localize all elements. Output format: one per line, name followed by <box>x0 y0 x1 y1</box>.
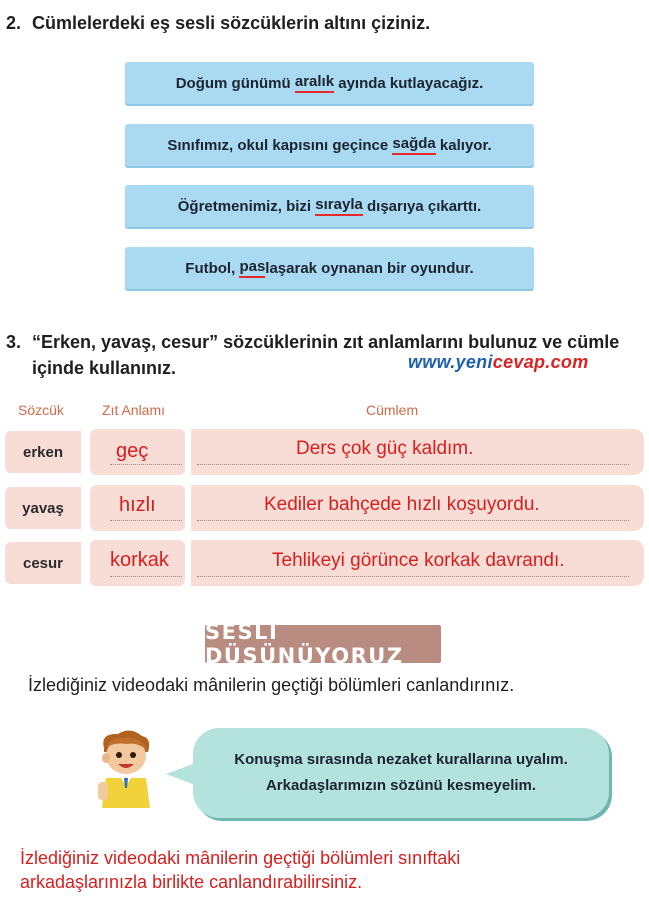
watermark-part: www.yeni <box>408 352 493 372</box>
instruction-text: İzlediğiniz videodaki mânilerin geçtiği bölümleri canlandırınız. <box>28 675 515 695</box>
antonym-answer: hızlı <box>119 494 156 516</box>
homonym-underlined: aralık <box>295 73 334 93</box>
question-line-1: “Erken, yavaş, cesur” sözcüklerinin zıt anlamlarını bulunuz ve cümle <box>32 332 620 352</box>
word-cell: cesur <box>5 542 81 584</box>
question-number: 2. <box>6 13 22 33</box>
question-2-title <box>6 12 430 34</box>
sentence-box-2 <box>125 124 534 166</box>
column-header-sentence: Cümlem <box>366 402 419 418</box>
sentence-text: Sınıfımız, okul kapısını geçince <box>167 136 393 154</box>
boy-illustration <box>90 728 160 808</box>
bubble-line-2: Arkadaşlarımızın sözünü kesmeyelim. <box>265 777 537 794</box>
answer-line <box>197 464 629 465</box>
sentence-box-4 <box>125 247 534 289</box>
sentence-text: Öğretmenimiz, bizi <box>177 197 316 215</box>
word-cell: yavaş <box>5 487 81 529</box>
answer-line <box>110 464 182 465</box>
answer-line <box>197 520 629 521</box>
answer-line-2: arkadaşlarınızla birlikte canlandırabilirsiniz. <box>20 872 363 892</box>
answer-line <box>197 576 629 577</box>
section-banner: SESLİ DÜŞÜNÜYORUZ <box>205 625 441 663</box>
antonym-answer: korkak <box>110 549 169 571</box>
column-header-antonym: Zıt Anlamı <box>102 402 166 418</box>
question-line-2: içinde kullanınız. <box>32 358 177 378</box>
bubble-line-1: Konuşma sırasında nezaket kurallarına uyalım. <box>234 751 568 768</box>
antonym-answer: geç <box>116 440 149 462</box>
sentence-text: Doğum günümü <box>175 74 295 92</box>
answer-line <box>110 520 182 521</box>
sentence-answer: Kediler bahçede hızlı koşuyordu. <box>264 494 540 515</box>
answer-line <box>110 576 182 577</box>
watermark <box>408 352 589 373</box>
sentence-text: ayında kutlayacağız. <box>334 74 484 92</box>
column-header-word: Sözcük <box>18 402 64 418</box>
answer-text <box>20 846 620 894</box>
sentence-text: Futbol, <box>185 259 240 277</box>
sentence-text: laşarak oynanan bir oyundur. <box>265 259 474 277</box>
sentence-box-3 <box>125 185 534 227</box>
homonym-underlined: pas <box>239 258 265 278</box>
homonym-underlined: sırayla <box>315 196 363 216</box>
word-cell: erken <box>5 431 81 473</box>
answer-line-1: İzlediğiniz videodaki mânilerin geçtiği bölümleri sınıftaki <box>20 848 461 868</box>
homonym-underlined: sağda <box>392 135 435 155</box>
watermark-part: cevap.com <box>492 352 589 372</box>
sentence-box-1 <box>125 62 534 104</box>
question-text: Cümlelerdeki eş sesli sözcüklerin altını çiziniz. <box>32 13 431 33</box>
sentence-answer: Ders çok güç kaldım. <box>296 438 474 459</box>
speech-bubble <box>193 728 609 818</box>
sentence-text: kalıyor. <box>435 136 492 154</box>
sentence-text: dışarıya çıkarttı. <box>362 197 482 215</box>
sentence-answer: Tehlikeyi görünce korkak davrandı. <box>272 550 565 571</box>
question-number: 3. <box>6 332 22 352</box>
